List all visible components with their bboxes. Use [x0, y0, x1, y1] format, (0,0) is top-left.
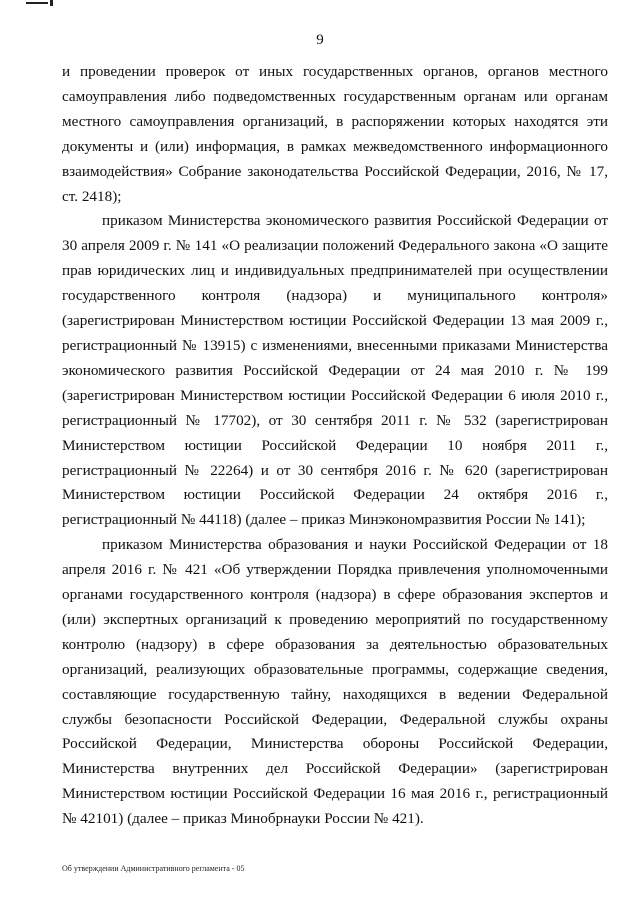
scan-mark-bar — [26, 2, 48, 4]
paragraph-order-421: приказом Министерства образования и науки Российской Федерации от 18 апреля 2016 г. № 421 «Об утверждении Порядка привлечения уполномоченными органами государственного контроля (надзора) в сфере образования экспертов и (или) экспертных организаций к проведению мероприятий по государственному контролю (надзору) в сфере образования за деятельностью образовательных организаций, реализующих образовательные программы, содержащие сведения, составляющие государственную тайну, находящихся в ведении Федеральной службы безопасности Российской Федерации, Федеральной службы охраны Российской Федерации, Министерства обороны Российской Федерации, Министерства внутренних дел Российской Федерации» (зарегистрирован Министерством юстиции Российской Федерации 16 мая 2016 г., регистрационный № 42101) (далее – приказ Минобрнауки России № 421). — [62, 536, 608, 828]
document-footer: Об утверждении Административного регламента - 05 — [62, 864, 245, 873]
page-number: 9 — [316, 32, 324, 48]
scan-mark-tick — [50, 0, 53, 6]
scan-edge-mark — [0, 0, 640, 12]
paragraph-order-141: приказом Министерства экономического развития Российской Федерации от 30 апреля 2009 г. № 141 «О реализации положений Федерального закона «О защите прав юридических лиц и индивидуальных предпринимателей при осуществлении государственного контроля (надзора) и муниципального контроля» (зарегистрирован Министерством юстиции Российской Федерации 13 мая 2009 г., регистрационный № 13915) с изменениями, внесенными приказами Министерства экономического развития Российской Федерации от 24 мая 2010 г. № 199 (зарегистрирован Министерством юстиции Российской Федерации 6 июля 2010 г., регистрационный № 17702), от 30 сентября 2011 г. № 532 (зарегистрирован Министерством юстиции Российской Федерации 10 ноября 2011 г., регистрационный № 22264) и от 30 сентября 2016 г. № 620 (зарегистрирован Министерством юстиции Российской Федерации 24 октября 2016 г., регистрационный № 44118) (далее – приказ Минэкономразвития России № 141); — [62, 212, 608, 529]
document-body — [62, 60, 608, 832]
paragraph-continuation: и проведении проверок от иных государственных органов, органов местного самоуправления либо подведомственных государственным органам или органам местного самоуправления организаций, в распоряжении которых находятся эти документы и (или) информация, в рамках межведомственного информационного взаимодействия» Собрание законодательства Российской Федерации, 2016, № 17, ст. 2418); — [62, 63, 608, 205]
